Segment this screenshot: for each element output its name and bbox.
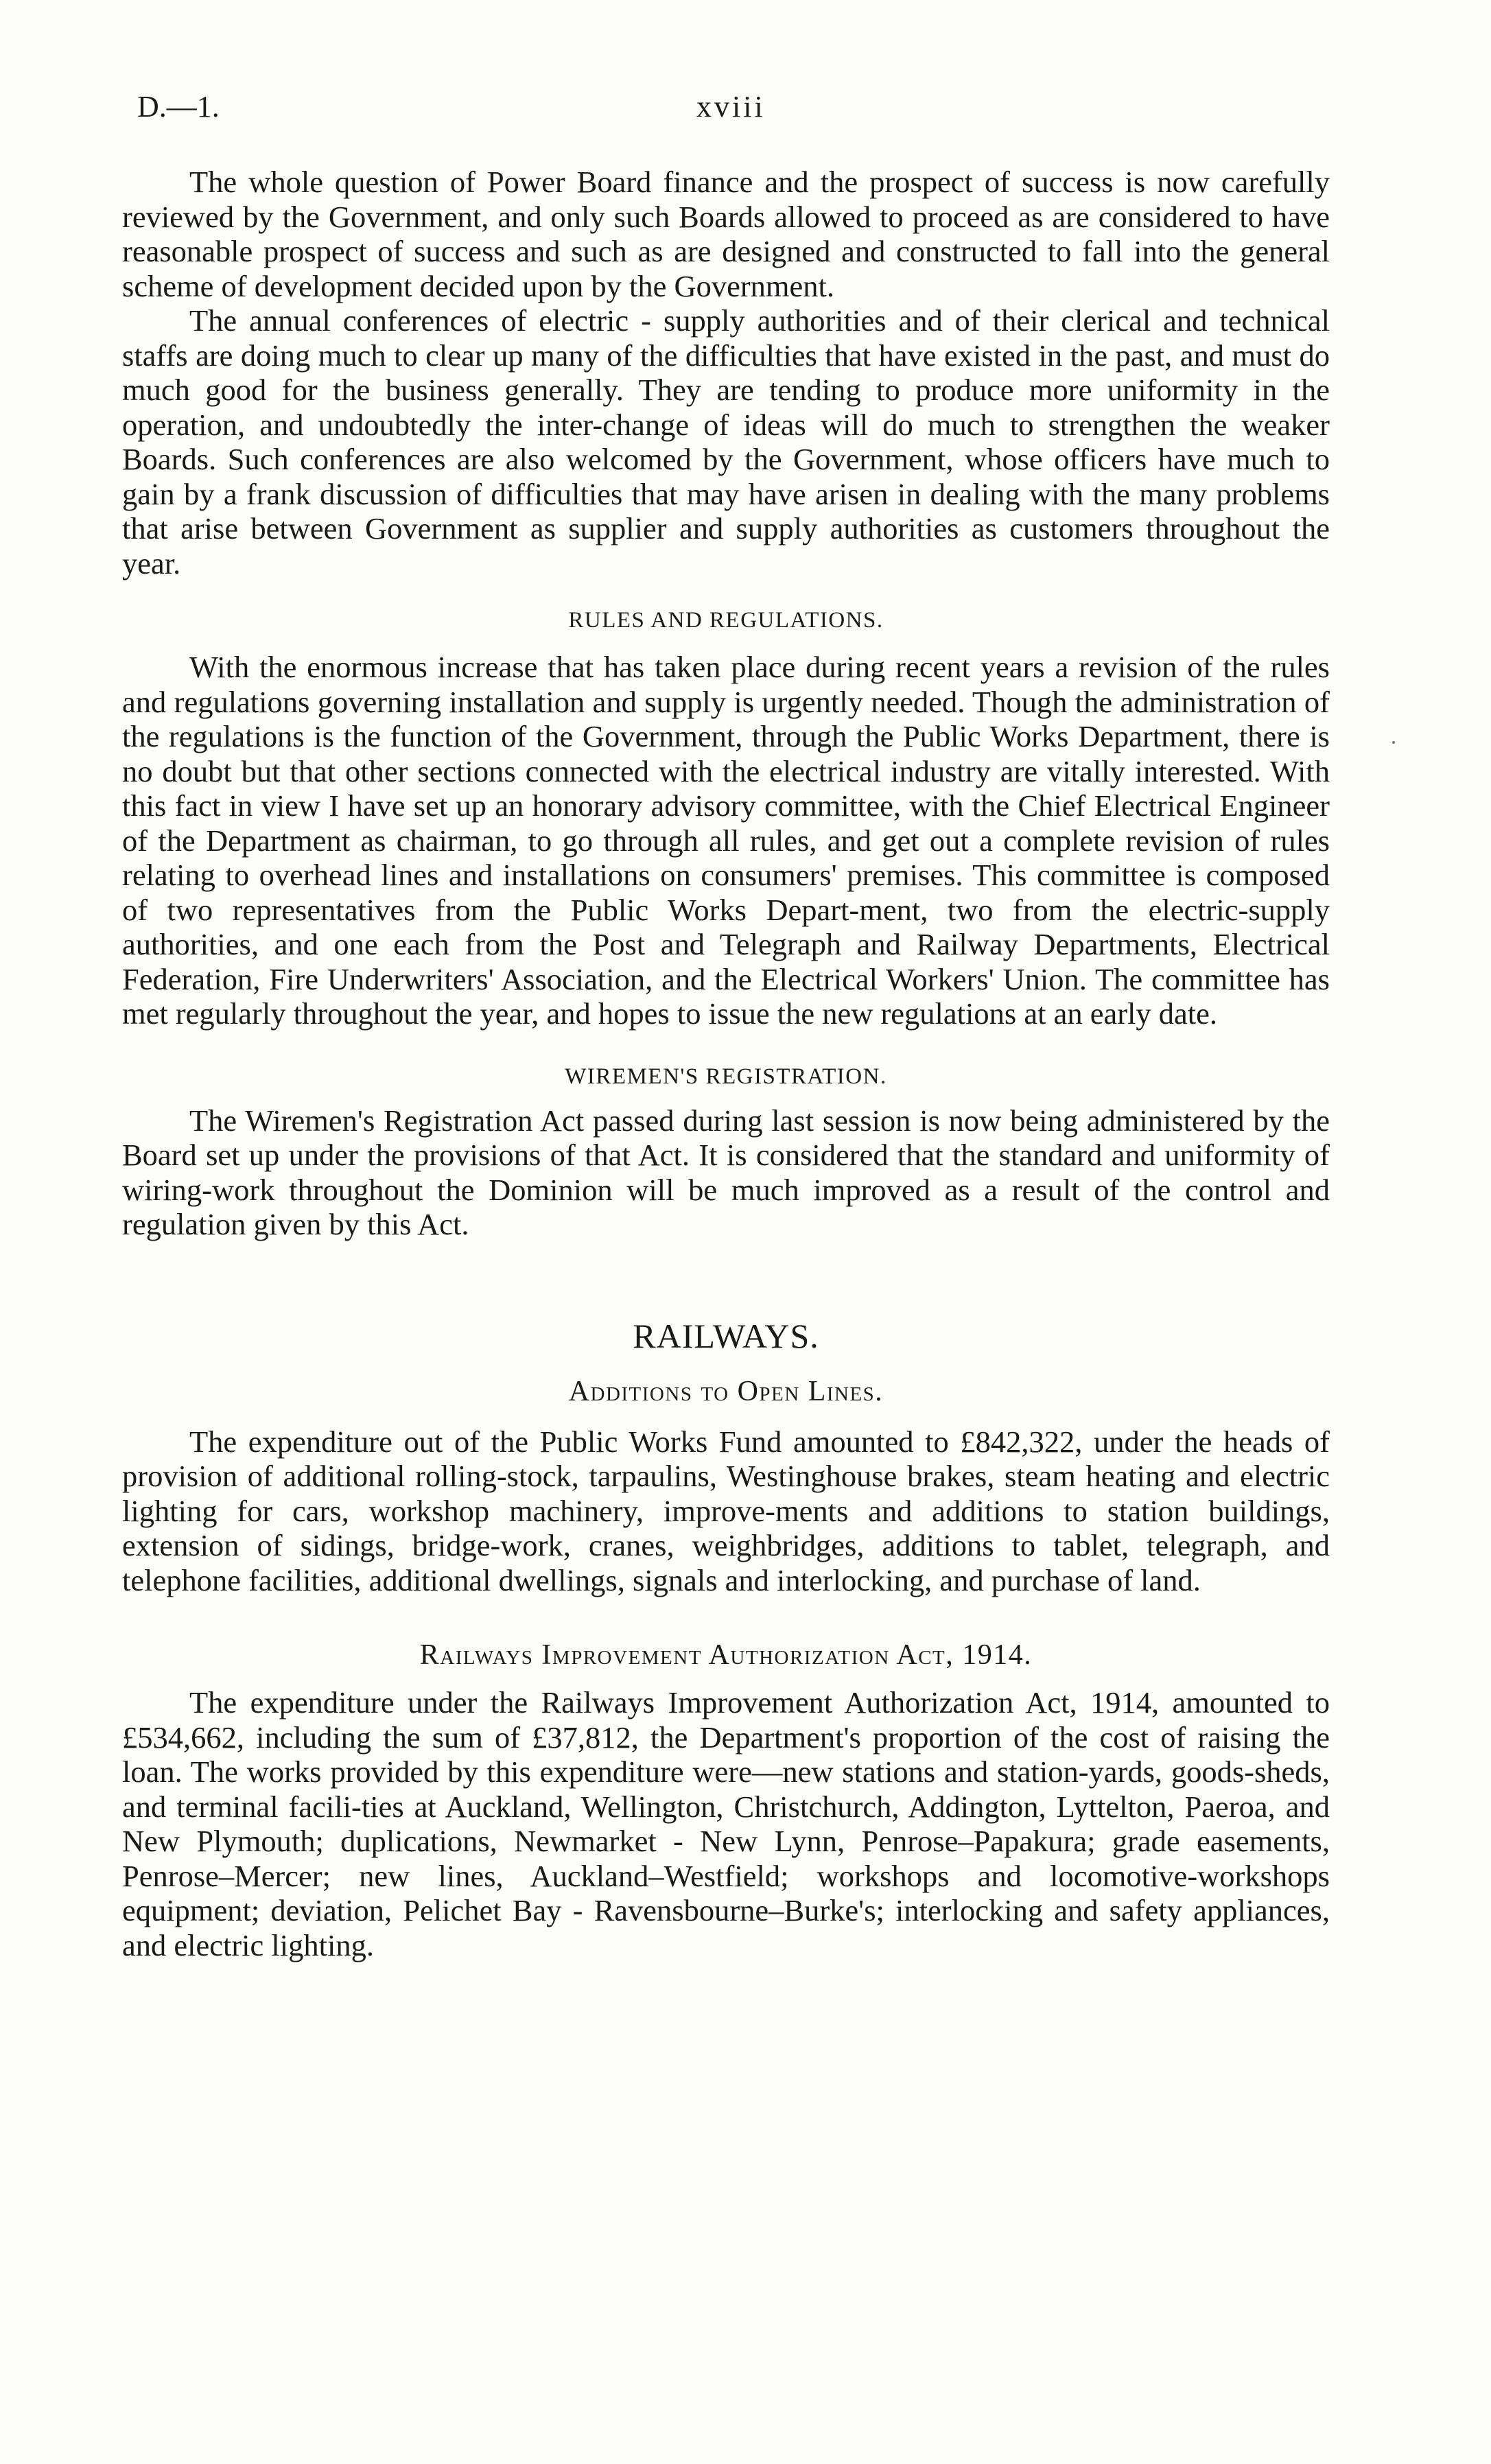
intro-paragraph-1: The whole question of Power Board finance and the prospect of success is now carefully reviewed by the Government, and only such Boards allowed to proceed as are considered to have reasonable prospect of success and such as are designed and constructed to fall into the general scheme of development decided upon by the Government. bbox=[122, 165, 1330, 303]
document-reference: D.—1. bbox=[137, 90, 220, 124]
railways-heading: RAILWAYS. bbox=[633, 1316, 819, 1355]
additions-heading: Additions to Open Lines. bbox=[568, 1375, 884, 1407]
page-number: xviii bbox=[696, 90, 766, 124]
page-header bbox=[137, 89, 1324, 130]
margin-dot bbox=[1392, 741, 1395, 744]
rules-heading: RULES AND REGULATIONS. bbox=[568, 608, 884, 633]
intro-paragraph-2: The annual conferences of electric - supply authorities and of their clerical and technical staffs are doing much to clear up many of the difficulties that have existed in the past, and must do much good for the business generally. They are tending to produce more uniformity in the operation, and undoubtedly the inter-change of ideas will do much to strengthen the weaker Boards. Such conferences are also welcomed by the Government, whose officers have much to gain by a frank discussion of difficulties that may have arisen in dealing with the many problems that arise between Government as supplier and supply authorities as customers throughout the year. bbox=[122, 303, 1330, 580]
page-body bbox=[122, 165, 1330, 1962]
additions-paragraph: The expenditure out of the Public Works Fund amounted to £842,322, under the heads of provision of additional rolling-stock, tarpaulins, Westinghouse brakes, steam heating and electric lighting for cars, workshop machinery, improve-ments and additions to station buildings, extension of sidings, bridge-work, cranes, weighbridges, additions to tablet, telegraph, and telephone facilities, additional dwellings, signals and interlocking, and purchase of land. bbox=[122, 1424, 1330, 1597]
improvement-act-paragraph: The expenditure under the Railways Improvement Authorization Act, 1914, amounted to £534,662, including the sum of £37,812, the Department's proportion of the cost of raising the loan. The works provided by this expenditure were—new stations and station-yards, goods-sheds, and terminal facili-ties at Auckland, Wellington, Christchurch, Addington, Lyttelton, Paeroa, and New Plymouth; duplications, Newmarket - New Lynn, Penrose–Papakura; grade easements, Penrose–Mercer; new lines, Auckland–Westfield; workshops and locomotive-workshops equipment; deviation, Pelichet Bay - Ravensbourne–Burke's; interlocking and safety appliances, and electric lighting. bbox=[122, 1685, 1330, 1962]
wiremen-heading: WIREMEN'S REGISTRATION. bbox=[565, 1064, 887, 1089]
rules-paragraph: With the enormous increase that has taken place during recent years a revision of the rules and regulations governing installation and supply is urgently needed. Though the administration of the regulations is the function of the Government, through the Public Works Department, there is no doubt but that other sections connected with the electrical industry are vitally interested. With this fact in view I have set up an honorary advisory committee, with the Chief Electrical Engineer of the Department as chairman, to go through all rules, and get out a complete revision of rules relating to overhead lines and installations on consumers' premises. This committee is composed of two representatives from the Public Works Depart-ment, two from the electric-supply authorities, and one each from the Post and Telegraph and Railway Departments, Electrical Federation, Fire Underwriters' Association, and the Electrical Workers' Union. The committee has met regularly throughout the year, and hopes to issue the new regulations at an early date. bbox=[122, 650, 1330, 1031]
wiremen-paragraph: The Wiremen's Registration Act passed during last session is now being administered by the Board set up under the provisions of that Act. It is considered that the standard and uniformity of wiring-work throughout the Dominion will be much improved as a result of the control and regulation given by this Act. bbox=[122, 1103, 1330, 1241]
improvement-act-heading: Railways Improvement Authorization Act, 1914. bbox=[419, 1639, 1033, 1671]
